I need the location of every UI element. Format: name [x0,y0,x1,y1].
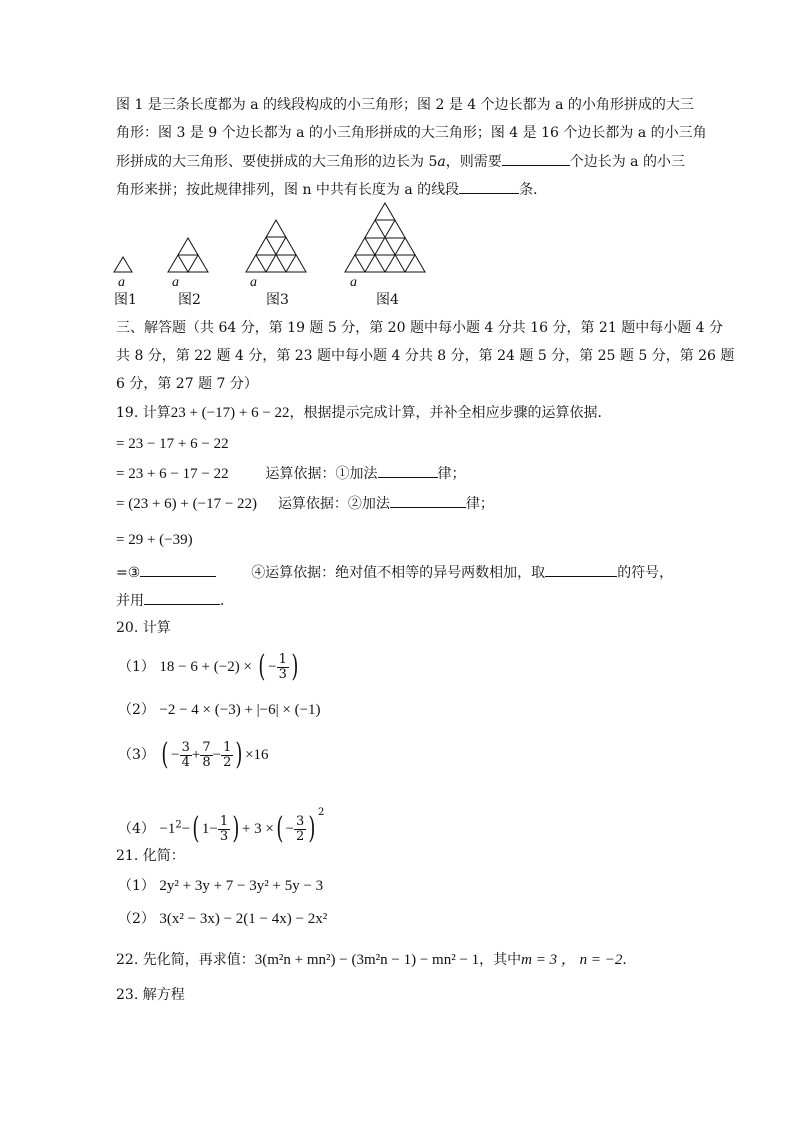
intro-line-2: 角形：图 3 是 9 个边长都为 a 的小三角形拼成的大三角形；图 4 是 16 个边长都为 a 的小三角 [116,125,707,141]
intro-line-3-text-b: ，则需要 [445,154,502,170]
q20-part-2 [118,700,321,720]
intro-line-3-text: 形拼成的大三角形、要使拼成的大三角形的边长为 5 [116,154,438,170]
triangle-figures [0,200,794,310]
q20-part-4: $(4) -1^2-$( 1− $\frac{1}{3}$ ) + 3 ×( − $\frac{3}{2}$ ) $^2$ [118,807,325,846]
q22 [116,950,636,970]
q22-expr: 3(m²n + mn²) − (3m²n − 1) − mn² − 1 [254,952,480,968]
q20-part-1: （1） 18 − 6 + (−2) × ( − $\frac{1}{3}$ ) [118,649,299,684]
q19-step-3 [116,493,494,514]
q19-step-6-a: 并用 [116,593,144,609]
q19-title-a: 19. 计算 [116,405,171,421]
q19-title-b: ，根据提示完成计算，并补全相应步骤的运算依据． [289,405,612,421]
q20-part-3-tail: ×16 [245,747,269,763]
q19-step-3-basis-end: 律； [465,496,494,512]
q19-step-4: = 29 + (−39) [116,532,193,548]
q19-step-5-b: ④运算依据：绝对值不相等的异号两数相加，取 [251,565,546,581]
intro-line-3-var: a [437,154,446,170]
q21-part-2 [118,909,327,929]
figure-1-triangle [114,257,132,272]
q22-text-c: ． [622,952,637,968]
q20-part-2-expr: −2 − 4 × (−3) + |−6| × (−1) [159,702,321,718]
figure-2-side-label: a [172,275,179,290]
q20-part-1-fraction: $\frac{1}{3}$ [278,651,287,682]
answer-blank-segments[interactable] [459,179,519,194]
figure-4-side-label: a [350,275,357,290]
q19-title [116,403,612,423]
q19-step-1: = 23 − 17 + 6 − 22 [116,436,229,452]
figure-2-triangle [168,238,208,272]
q21-part-2-label: （2） [118,911,155,927]
section-3-line-1: 三、解答题（共 64 分，第 19 题 5 分，第 20 题中每小题 4 分共 16 分，第 21 题中每小题 4 分 [116,320,723,336]
section-3-line-2: 共 8 分，第 22 题 4 分，第 23 题中每小题 4 分共 8 分，第 24 题 5 分，第 25 题 5 分，第 26 题 [116,348,735,364]
intro-line-3-text-c: 个边长为 a 的小三 [569,154,685,170]
figure-2-label: 图2 [178,292,201,308]
q22-text-b: ，其中 [479,952,522,968]
q19-step-6-b: ． [220,593,234,609]
q19-title-expr: 23 + (−17) + 6 − 22 [170,405,290,421]
q20-part-1-label: （1） [118,659,155,675]
q19-step-2-expr: = 23 + 6 − 17 − 22 [116,466,229,482]
section-3-line-3: 6 分，第 27 题 7 分） [116,376,258,392]
answer-blank-3[interactable] [140,562,216,577]
q22-text-a: 22. 先化简，再求值： [116,952,255,968]
q19-step-2 [116,463,466,484]
q19-step-5-a: =③ [116,565,141,581]
q20-part-3: （3） ( − $\frac{3}{4}$ + $\frac{7}{8}$ − $\frac{1}{2}$ ) ×16 [118,737,269,772]
q20-part-2-label: （2） [118,702,155,718]
figure-1-label: 图1 [114,292,137,308]
q20-part-1-expr: 18 − 6 + (−2) × [159,659,252,675]
intro-line-4-end: 条． [519,182,548,198]
answer-blank-1[interactable] [378,463,438,478]
q19-step-6 [116,590,234,611]
q21-part-1 [118,876,323,896]
intro-line-4-text: 角形来拼；按此规律排列，图 n 中共有长度为 a 的线段 [116,182,460,198]
figure-4-triangle [345,203,425,272]
intro-line-3 [116,151,685,172]
q21-part-2-expr: 3(x² − 3x) − 2(1 − 4x) − 2x² [159,911,328,927]
answer-blank-count[interactable] [502,151,570,166]
q19-step-2-basis: 运算依据：①加法 [265,466,378,482]
q21-title: 21. 化简： [116,848,185,864]
q20-title: 20. 计算 [116,620,171,636]
q23-title: 23. 解方程 [116,987,185,1003]
q20-part-4-label: （4） [118,821,155,837]
figure-3-triangle [246,220,306,272]
intro-line-4 [116,179,547,200]
figure-1-side-label: a [118,275,125,290]
q19-step-5-c: 的符号， [617,565,674,581]
figure-3-side-label: a [250,275,257,290]
q19-step-2-basis-end: 律； [437,466,466,482]
q22-condition: m = 3 ， n = −2 [521,952,623,968]
q19-step-3-basis: 运算依据：②加法 [277,496,390,512]
q21-part-1-expr: 2y² + 3y + 7 − 3y² + 5y − 3 [159,878,324,894]
answer-blank-4[interactable] [545,562,617,577]
q21-part-1-label: （1） [118,878,155,894]
q19-step-3-expr: = (23 + 6) + (−17 − 22) [116,496,258,512]
q20-part-3-label: （3） [118,747,155,763]
q19-step-5 [116,562,673,583]
answer-blank-2[interactable] [390,493,466,508]
figure-4-label: 图4 [376,292,399,308]
figure-3-label: 图3 [266,292,289,308]
intro-line-1: 图 1 是三条长度都为 a 的线段构成的小三角形；图 2 是 4 个边长都为 a 的小角形拼成的大三 [116,97,694,113]
answer-blank-5[interactable] [144,590,220,605]
